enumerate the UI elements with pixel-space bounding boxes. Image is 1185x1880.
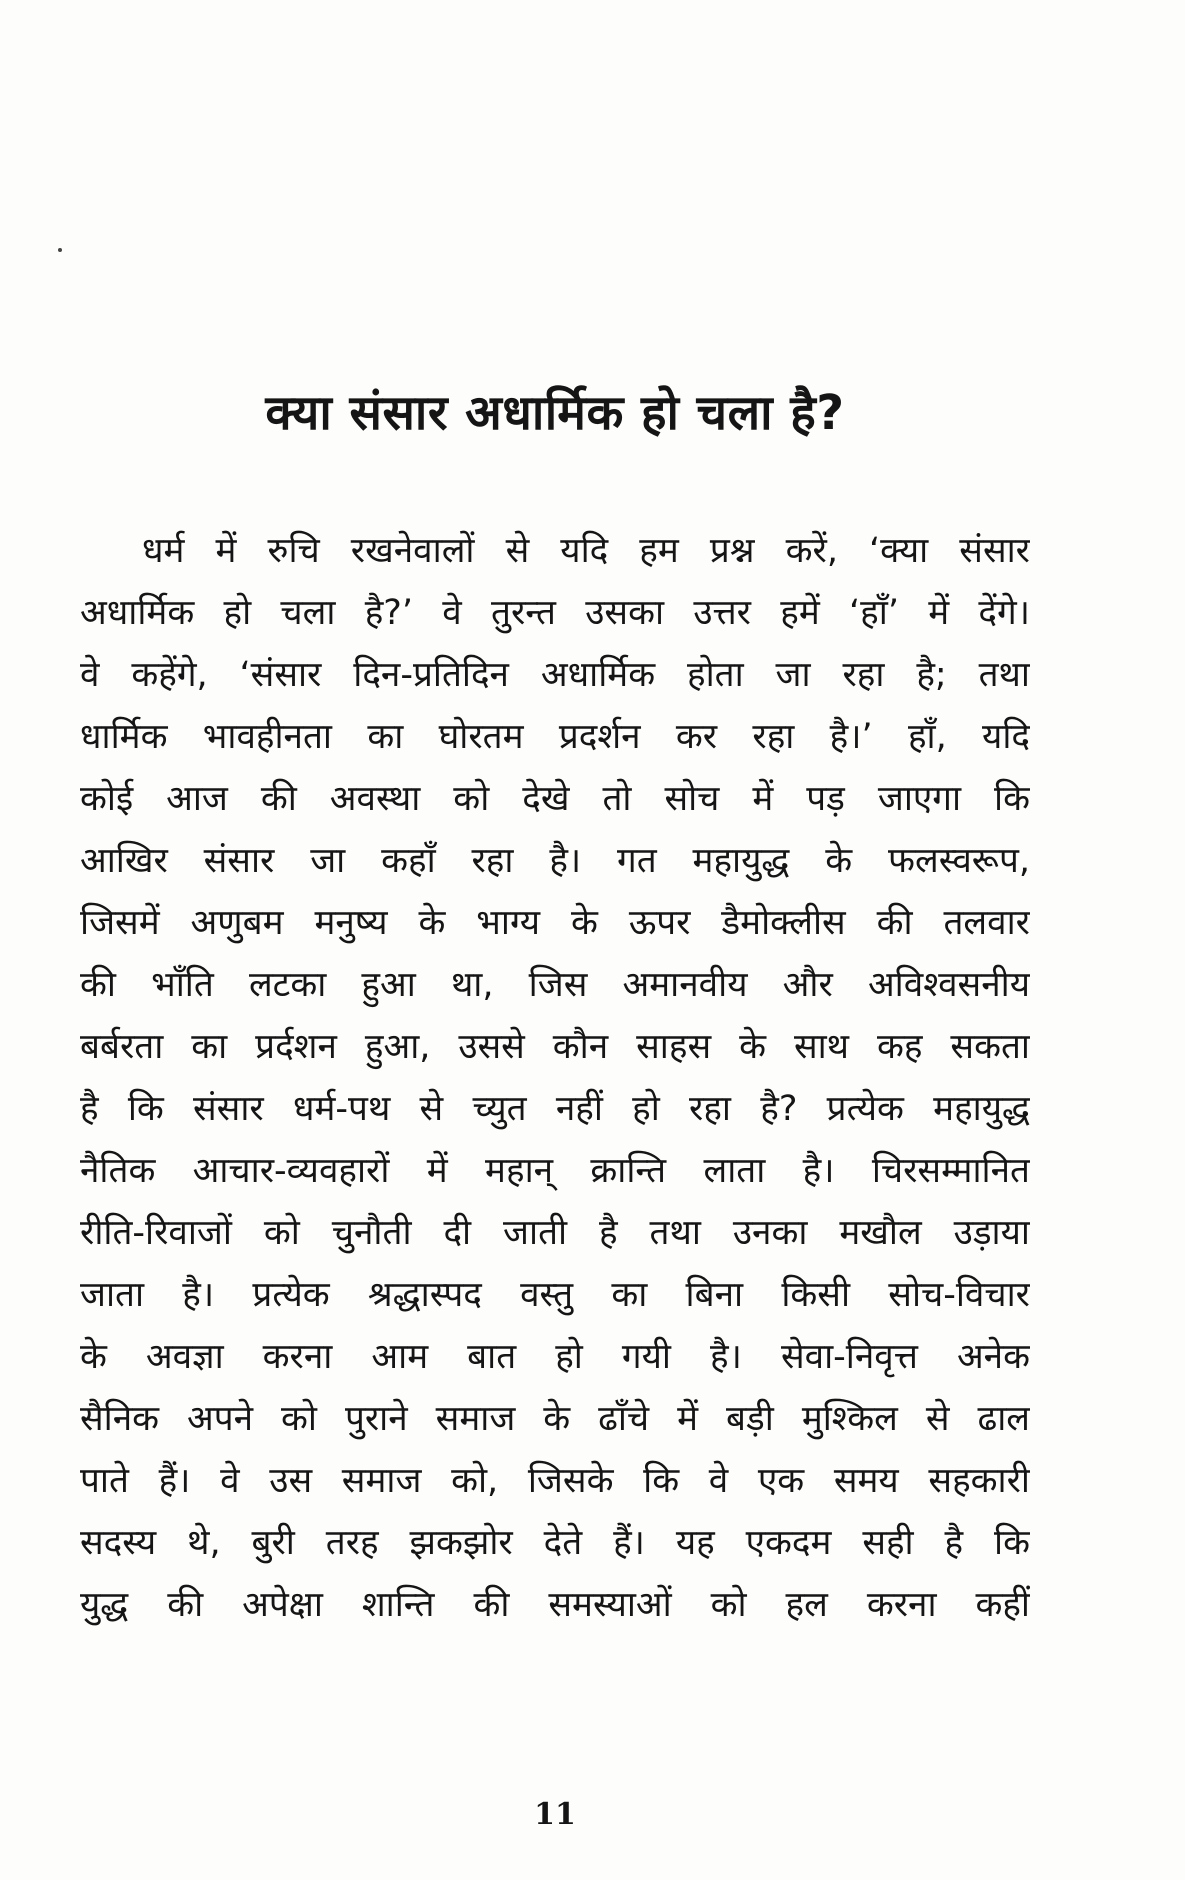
text-line: बर्बरता का प्रर्दशन हुआ, उससे कौन साहस के साथ कह सकता xyxy=(80,1027,1030,1067)
body-paragraph xyxy=(80,520,1030,1636)
text-line: जाता है। प्रत्येक श्रद्धास्पद वस्तु का बिना किसी सोच-विचार xyxy=(80,1275,1030,1315)
text-line: धर्म में रुचि रखनेवालों से यदि हम प्रश्न करें, ‘क्या संसार xyxy=(142,531,1030,571)
text-line: धार्मिक भावहीनता का घोरतम प्रदर्शन कर रहा है।’ हाँ, यदि xyxy=(80,717,1030,757)
text-line: युद्ध की अपेक्षा शान्ति की समस्याओं को हल करना कहीं xyxy=(80,1585,1030,1625)
text-line: है कि संसार धर्म-पथ से च्युत नहीं हो रहा है? प्रत्येक महायुद्ध xyxy=(80,1089,1030,1129)
text-line: नैतिक आचार-व्यवहारों में महान् क्रान्ति लाता है। चिरसम्मानित xyxy=(80,1151,1030,1191)
text-line: के अवज्ञा करना आम बात हो गयी है। सेवा-निवृत्त अनेक xyxy=(80,1337,1030,1377)
text-line: वे कहेंगे, ‘संसार दिन-प्रतिदिन अधार्मिक होता जा रहा है; तथा xyxy=(80,655,1030,695)
text-line: पाते हैं। वे उस समाज को, जिसके कि वे एक समय सहकारी xyxy=(80,1461,1030,1501)
print-speck xyxy=(58,248,62,252)
text-line: जिसमें अणुबम मनुष्य के भाग्य के ऊपर डैमोक्लीस की तलवार xyxy=(80,903,1030,943)
text-line: की भाँति लटका हुआ था, जिस अमानवीय और अविश्वसनीय xyxy=(80,965,1030,1005)
text-line: सदस्य थे, बुरी तरह झकझोर देते हैं। यह एकदम सही है कि xyxy=(80,1523,1030,1563)
page-number: 11 xyxy=(534,1797,576,1832)
text-line: कोई आज की अवस्था को देखे तो सोच में पड़ जाएगा कि xyxy=(80,779,1030,819)
text-line: अधार्मिक हो चला है?’ वे तुरन्त उसका उत्तर हमें ‘हाँ’ में देंगे। xyxy=(80,593,1030,633)
chapter-title: क्या संसार अधार्मिक हो चला है? xyxy=(265,385,845,441)
text-line: सैनिक अपने को पुराने समाज के ढाँचे में बड़ी मुश्किल से ढाल xyxy=(80,1399,1030,1439)
text-line: रीति-रिवाजों को चुनौती दी जाती है तथा उनका मखौल उड़ाया xyxy=(80,1213,1030,1253)
text-line: आखिर संसार जा कहाँ रहा है। गत महायुद्ध के फलस्वरूप, xyxy=(80,841,1030,881)
